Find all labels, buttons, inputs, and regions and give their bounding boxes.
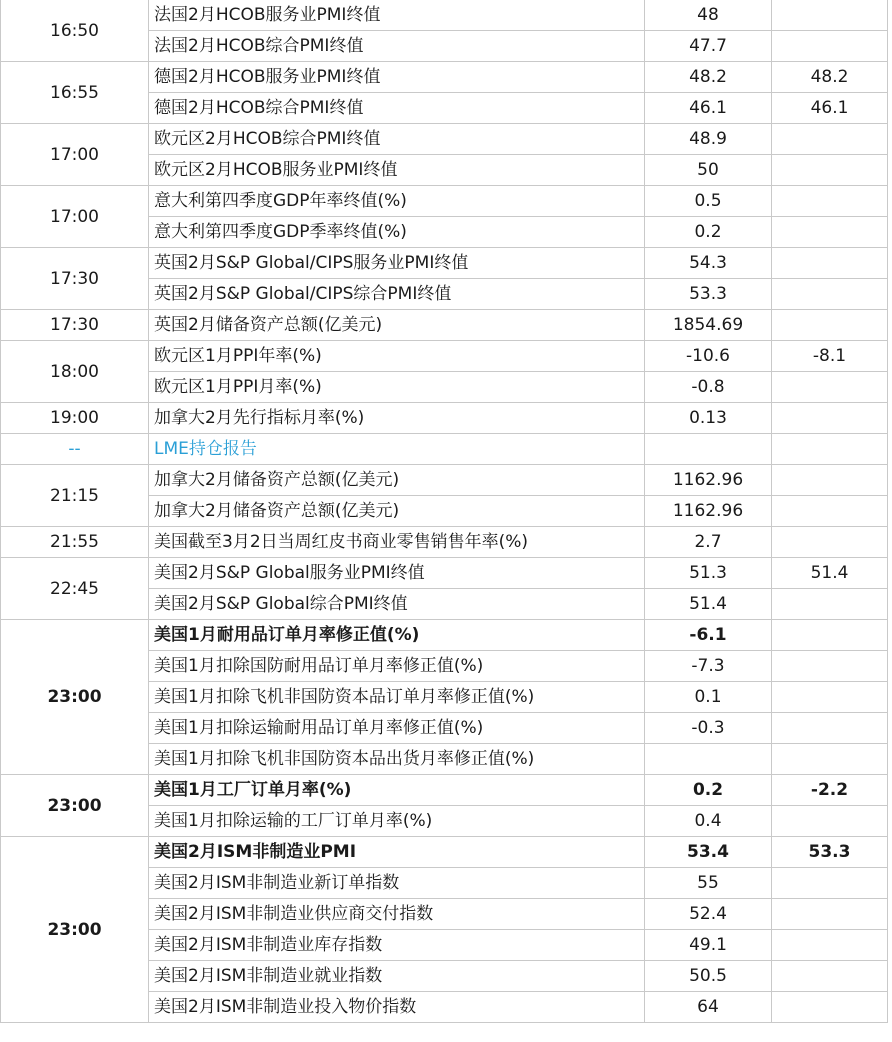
value-cell: 49.1 [645,930,772,961]
previous-value-cell [772,403,888,434]
previous-value-cell [772,372,888,403]
indicator-name: 法国2月HCOB服务业PMI终值 [149,0,645,31]
previous-value-cell [772,310,888,341]
value-cell: -0.3 [645,713,772,744]
value-cell: 1162.96 [645,465,772,496]
time-cell: 23:00 [1,837,149,1023]
table-row [1,0,888,31]
value-cell: 50 [645,155,772,186]
table-row [1,403,888,434]
previous-value-cell [772,465,888,496]
table-row [1,62,888,93]
indicator-name: 美国2月ISM非制造业就业指数 [149,961,645,992]
previous-value-cell [772,496,888,527]
indicator-name: 美国1月耐用品订单月率修正值(%) [149,620,645,651]
previous-value-cell [772,434,888,465]
time-cell: 19:00 [1,403,149,434]
value-cell: 2.7 [645,527,772,558]
calendar-body [1,0,888,1023]
time-cell: 17:00 [1,124,149,186]
value-cell: 0.2 [645,217,772,248]
time-cell: 23:00 [1,775,149,837]
indicator-name: 美国2月ISM非制造业供应商交付指数 [149,899,645,930]
value-cell: 0.4 [645,806,772,837]
time-cell: 21:55 [1,527,149,558]
value-cell: 53.3 [645,279,772,310]
previous-value-cell [772,620,888,651]
time-cell: 17:30 [1,310,149,341]
indicator-name: 意大利第四季度GDP季率终值(%) [149,217,645,248]
indicator-name: 美国截至3月2日当周红皮书商业零售销售年率(%) [149,527,645,558]
indicator-name: 美国1月扣除运输耐用品订单月率修正值(%) [149,713,645,744]
indicator-name: 法国2月HCOB综合PMI终值 [149,31,645,62]
table-row [1,341,888,372]
value-cell: 0.5 [645,186,772,217]
indicator-name: 欧元区2月HCOB服务业PMI终值 [149,155,645,186]
previous-value-cell [772,248,888,279]
indicator-name: 美国1月扣除飞机非国防资本品订单月率修正值(%) [149,682,645,713]
indicator-name: 欧元区2月HCOB综合PMI终值 [149,124,645,155]
value-cell: 47.7 [645,31,772,62]
previous-value-cell [772,0,888,31]
previous-value-cell [772,806,888,837]
value-cell: 50.5 [645,961,772,992]
indicator-name: 欧元区1月PPI年率(%) [149,341,645,372]
time-cell: 22:45 [1,558,149,620]
indicator-name: 欧元区1月PPI月率(%) [149,372,645,403]
indicator-name: 加拿大2月先行指标月率(%) [149,403,645,434]
value-cell: 52.4 [645,899,772,930]
value-cell: 51.3 [645,558,772,589]
indicator-name: 美国2月ISM非制造业投入物价指数 [149,992,645,1023]
table-row [1,620,888,651]
value-cell: 48.2 [645,62,772,93]
value-cell: 64 [645,992,772,1023]
indicator-name: 美国2月ISM非制造业新订单指数 [149,868,645,899]
indicator-name: 美国2月ISM非制造业库存指数 [149,930,645,961]
previous-value-cell [772,651,888,682]
previous-value-cell [772,930,888,961]
table-row [1,186,888,217]
indicator-name: 德国2月HCOB服务业PMI终值 [149,62,645,93]
indicator-name: 德国2月HCOB综合PMI终值 [149,93,645,124]
value-cell: -7.3 [645,651,772,682]
indicator-name: 英国2月S&P Global/CIPS综合PMI终值 [149,279,645,310]
time-cell: 23:00 [1,620,149,775]
indicator-name: 美国2月ISM非制造业PMI [149,837,645,868]
table-row [1,124,888,155]
previous-value-cell [772,868,888,899]
table-row [1,837,888,868]
value-cell [645,744,772,775]
value-cell [645,434,772,465]
indicator-name: 美国1月扣除国防耐用品订单月率修正值(%) [149,651,645,682]
indicator-name: 英国2月S&P Global/CIPS服务业PMI终值 [149,248,645,279]
previous-value-cell [772,124,888,155]
time-cell: -- [1,434,149,465]
indicator-name: 加拿大2月储备资产总额(亿美元) [149,496,645,527]
previous-value-cell: 46.1 [772,93,888,124]
previous-value-cell [772,682,888,713]
indicator-name: 加拿大2月储备资产总额(亿美元) [149,465,645,496]
value-cell: 1162.96 [645,496,772,527]
previous-value-cell [772,155,888,186]
value-cell: 0.1 [645,682,772,713]
value-cell: 53.4 [645,837,772,868]
value-cell: 0.13 [645,403,772,434]
indicator-name: 美国1月工厂订单月率(%) [149,775,645,806]
table-row [1,434,888,465]
value-cell: 48 [645,0,772,31]
indicator-name: 美国2月S&P Global服务业PMI终值 [149,558,645,589]
indicator-name: 美国2月S&P Global综合PMI终值 [149,589,645,620]
value-cell: -6.1 [645,620,772,651]
value-cell: -10.6 [645,341,772,372]
value-cell: 54.3 [645,248,772,279]
value-cell: 55 [645,868,772,899]
value-cell: -0.8 [645,372,772,403]
previous-value-cell [772,589,888,620]
table-row [1,775,888,806]
value-cell: 0.2 [645,775,772,806]
time-cell: 16:55 [1,62,149,124]
indicator-name: 美国1月扣除运输的工厂订单月率(%) [149,806,645,837]
time-cell: 17:00 [1,186,149,248]
table-row [1,465,888,496]
time-cell: 17:30 [1,248,149,310]
table-row [1,248,888,279]
table-row [1,527,888,558]
table-row [1,310,888,341]
previous-value-cell [772,31,888,62]
previous-value-cell: 48.2 [772,62,888,93]
previous-value-cell: -2.2 [772,775,888,806]
indicator-name: 意大利第四季度GDP年率终值(%) [149,186,645,217]
time-cell: 16:50 [1,0,149,62]
value-cell: 46.1 [645,93,772,124]
value-cell: 51.4 [645,589,772,620]
indicator-name: 英国2月储备资产总额(亿美元) [149,310,645,341]
previous-value-cell [772,899,888,930]
previous-value-cell [772,713,888,744]
previous-value-cell [772,186,888,217]
previous-value-cell [772,217,888,248]
indicator-name: 美国1月扣除飞机非国防资本品出货月率修正值(%) [149,744,645,775]
time-cell: 21:15 [1,465,149,527]
lme-report-link[interactable]: LME持仓报告 [149,434,645,465]
previous-value-cell [772,527,888,558]
previous-value-cell [772,992,888,1023]
previous-value-cell [772,279,888,310]
previous-value-cell [772,961,888,992]
table-row [1,558,888,589]
time-cell: 18:00 [1,341,149,403]
previous-value-cell: 53.3 [772,837,888,868]
value-cell: 1854.69 [645,310,772,341]
previous-value-cell: 51.4 [772,558,888,589]
previous-value-cell: -8.1 [772,341,888,372]
previous-value-cell [772,744,888,775]
value-cell: 48.9 [645,124,772,155]
